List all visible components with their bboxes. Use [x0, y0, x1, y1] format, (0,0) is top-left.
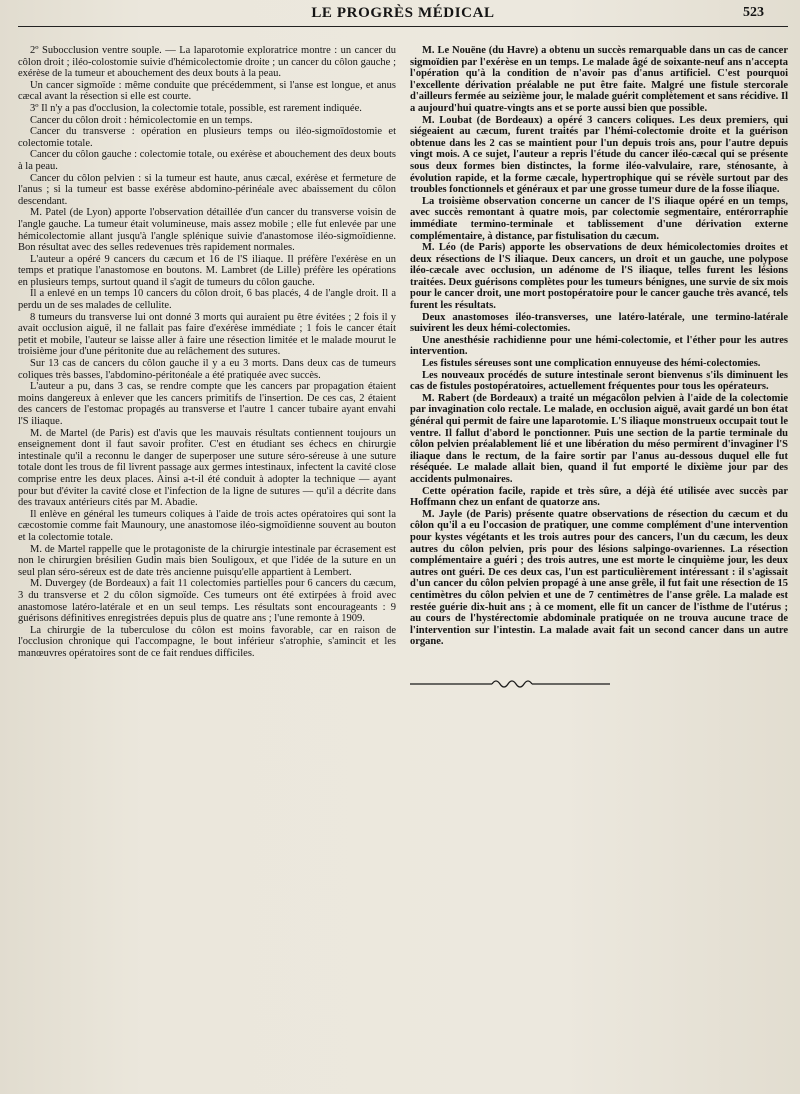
paragraph: M. Jayle (de Paris) présente quatre observations de résection du cæcum et du côlon qu'il a eu l'occasion de pratiquer, une comme complément d'une intervention pour kystes végétants et les trois autres pour des cancers, l'un du cæcum, les deux autres du côlon pelvien, pris pour des lésions salpingo-ovariennes. La résection complémentaire a guéri ; des trois autres, une est morte le cinquième jour, les deux autres ont guéri. De ces deux cas, l'un est particulièrement intéressant : il s'agissait d'un cancer du côlon pelvien propagé à une anse grêle, il fut fait une résection de 15 centimètres du côlon pelvien et une de 7 centimètres de l'anse grêle. La malade est restée guérie dix-huit ans ; à ce moment, elle fit un cancer de l'isthme de l'utérus ; au cours de l'hystérectomie abdominale pratiquée on ne trouva aucune trace de l'intervention sur l'intestin. La malade avait fait un second cancer dans un autre organe.: [410, 508, 788, 648]
paragraph: 2º Subocclusion ventre souple. — La laparotomie exploratrice montre : un cancer du côlon droit ; iléo-colostomie suivie d'hémicolectomie droite ; un cancer du côlon gauche ; exérèse de la tumeur et abouchement des deux bouts à la peau.: [18, 45, 396, 80]
paragraph: Cancer du transverse : opération en plusieurs temps ou iléo-sigmoïdostomie et colectomie totale.: [18, 126, 396, 149]
paragraph: M. de Martel rappelle que le protagoniste de la chirurgie intestinale par écrasement est non le chirurgien brésilien Gudin mais bien Souligoux, et que l'idée de la suture en un seul plan séro-séreux est de date très ancienne puisqu'elle appartient à Lembert.: [18, 543, 396, 578]
right-column: [410, 45, 788, 695]
paragraph: Cancer du côlon droit : hémicolectomie en un temps.: [30, 114, 253, 126]
page-number: 523: [743, 5, 764, 20]
paragraph: M. Le Nouëne (du Havre) a obtenu un succès remarquable dans un cas de cancer sigmoïdien par l'exérèse en un temps. Le malade âgé de soixante-neuf ans n'accepta l'opération qu'à la condition de n'avoir pas d'anus artificiel. C'est pourquoi l'excellente dérivation préalable ne put être faite. Malgré une fistule stercorale d'ailleurs fermée au seizième jour, le malade guérit complètement et sans récidive. Il a aujourd'hui quatre-vingts ans et se porte aussi bien que possible.: [410, 45, 788, 114]
paragraph: Les nouveaux procédés de suture intestinale seront bienvenus s'ils diminuent les cas de fistules postopératoires, actuellement fréquentes pour tous les opérateurs.: [410, 369, 788, 393]
running-head: [18, 0, 788, 27]
paragraph: Cancer du côlon pelvien : si la tumeur est haute, anus cæcal, exérèse et fermeture de l'anus ; si la tumeur est basse exérèse abdomino-périnéale avec abaissement du côlon descendant.: [18, 172, 396, 207]
journal-title: LE PROGRÈS MÉDICAL: [311, 5, 495, 21]
left-column: [18, 45, 396, 695]
paragraph: M. Rabert (de Bordeaux) a traité un mégacôlon pelvien à l'aide de la colectomie par invagination colo rectale. Le malade, en occlusion aiguë, avait gardé un bon état général qui permit de faire une laparotomie. L'S iliaque monstrueux occupait tout le ventre. Il fallut d'abord le ponctionner. Puis une section de la partie terminale du côlon pelvien préalablement lié et une libération du méso permirent d'invaginer l'S iliaque dans le rectum, de la faire sortir par l'anus au-dessous duquel elle fut réséquée. Le malade allait bien, quand il fut emporté le dixième jour par des accidents pulmonaires.: [410, 392, 788, 485]
paragraph: 8 tumeurs du transverse lui ont donné 3 morts qui auraient pu être évitées ; 2 fois il y avait occlusion aiguë, il ne fallait pas faire d'exérèse immédiate ; 1 fois le cancer était petit et mobile, l'auteur se laisse aller à faire une résection limitée et le malade mourut le troisième jour d'une péritonite due au relâchement des sutures.: [18, 311, 396, 358]
paragraph: M. Patel (de Lyon) apporte l'observation détaillée d'un cancer du transverse voisin de l'angle gauche. La tumeur était volumineuse, mais assez mobile ; elle fut enlevée par une hémicolectomie allant jusqu'à l'angle splénique suivie d'anastomose iléo-sigmoïdienne. Bon résultat avec des selles redevenues très rapidement normales.: [18, 207, 396, 254]
paragraph: La troisième observation concerne un cancer de l'S iliaque opéré en un temps, avec succès remontant à quatre mois, par colectomie segmentaire, entérorraphie immédiate termino-terminale et tablissement d'une dérivation externe complémentaire, à distance, par fistulisation du cæcum.: [410, 195, 788, 242]
paragraph: Cette opération facile, rapide et très sûre, a déjà été utilisée avec succès par Hoffmann chez un enfant de quatorze ans.: [410, 485, 788, 509]
paragraph: Un cancer sigmoïde : même conduite que précédemment, si l'anse est longue, et anus cæcal avant la résection si elle est courte.: [18, 79, 396, 103]
paragraph: Une anesthésie rachidienne pour une hémi-colectomie, et l'éther pour les autres intervention.: [410, 334, 788, 358]
paragraph: M. de Martel (de Paris) est d'avis que les mauvais résultats contiennent toujours un enseignement dont il faut savoir profiter. C'est en étudiant ses échecs en chirurgie intestinale qu'il a reconnu le danger de superposer une suture séro-séreuse à une suture totale dont les trous de fil livrent passage aux germes intestinaux, infectent la cavité close comprise entre les deux places. Ainsi a-t-il été conduit à adopter la technique — ayant pour but d'éviter la cavité close et l'infection de la ligne de sutures — qu'il a décrite dans des travaux antérieurs cités par M. Abadie.: [18, 427, 396, 509]
paragraph: Il enlève en général les tumeurs coliques à l'aide de trois actes opératoires qui sont la cæcostomie comme fait Maunoury, une anastomose iléo-sigmoïdienne souvent au bouton et la colectomie totale.: [18, 508, 396, 543]
paragraph: Deux anastomoses iléo-transverses, une latéro-latérale, une termino-latérale suivirent les deux hémi-colectomies.: [410, 311, 788, 335]
two-column-body: [18, 45, 788, 695]
paragraph: M. Loubat (de Bordeaux) a opéré 3 cancers coliques. Les deux premiers, qui siégeaient au cæcum, furent traités par l'hémi-colectomie droite et la guérison obtenue dans les 2 cas se maintient pour l'un depuis trois ans, pour l'autre depuis vingt mois. A ce sujet, l'auteur a repris l'étude du cancer iléo-cæcal qui se présente sous deux formes bien distinctes, la forme iléo-valvulaire, rare, sténosante, à évolution rapide, et la forme cæcale, hypertrophique qui se révèle surtout par des troubles fonctionnels et généraux et par une grosse tumeur dure de la fosse iliaque.: [410, 114, 788, 196]
paragraph: M. Léo (de Paris) apporte les observations de deux hémicolectomies droites et deux résections de l'S iliaque. Deux cancers, un droit et un gauche, une polypose iléo-cæcale avec occlusion, un adénome de l'S iliaque, telles furent les lésions traitées. Deux guérisons complètes pour les tumeurs bénignes, une survie de six mois pour le cancer droit, une mort postopératoire pour le cancer gauche très avancé, tels furent les résultats.: [410, 242, 788, 312]
paragraph: M. Duvergey (de Bordeaux) a fait 11 colectomies partielles pour 6 cancers du cæcum, 3 du transverse et 2 du côlon sigmoïde. Ces tumeurs ont été extirpées à froid avec anastomose latéro-latérale et en un seul temps. Les résultats sont encourageants : 9 guérisons définitives enregistrées depuis plus de quatre ans ; l'une remonte à 1909.: [18, 578, 396, 625]
paragraph: L'auteur a opéré 9 cancers du cæcum et 16 de l'S iliaque. Il préfère l'exérèse en un temps et pratique l'anastomose en boutons. M. Lambret (de Lille) préfère les opérations en plusieurs temps, surtout quand il s'agit de tumeurs du côlon gauche.: [18, 253, 396, 288]
paragraph: La chirurgie de la tuberculose du côlon est moins favorable, car en raison de l'occlusion chronique qui l'accompagne, le bout inférieur s'atrophie, s'amincit et les manœuvres opératoires sont de ce fait rendues difficiles.: [18, 624, 396, 659]
paragraph: Cancer du côlon gauche : colectomie totale, ou exérèse et abouchement des deux bouts à la peau.: [18, 149, 396, 172]
paragraph: 3º Il n'y a pas d'occlusion, la colectomie totale, possible, est rarement indiquée.: [30, 102, 362, 114]
paragraph: Sur 13 cas de cancers du côlon gauche il y a eu 3 morts. Dans deux cas de tumeurs coliques très basses, l'abdomino-péritonéale a été pratiquée avec succès.: [18, 358, 396, 381]
paragraph: L'auteur a pu, dans 3 cas, se rendre compte que les cancers par propagation étaient moins dangereux à enlever que les cancers primitifs de l'insertion. De ces cas, 2 étaient des cancers de l'estomac propagés au transverse et l'autre 1 cancer tubaire ayant envahi l'S iliaque.: [18, 381, 396, 427]
paragraph: Il a enlevé en un temps 10 cancers du côlon droit, 6 bas placés, 4 de l'angle droit. Il a perdu un de ses malades de cellulite.: [18, 288, 396, 312]
paragraph: Les fistules séreuses sont une complication ennuyeuse des hémi-colectomies.: [422, 358, 761, 370]
end-of-article-ornament: [410, 676, 610, 690]
